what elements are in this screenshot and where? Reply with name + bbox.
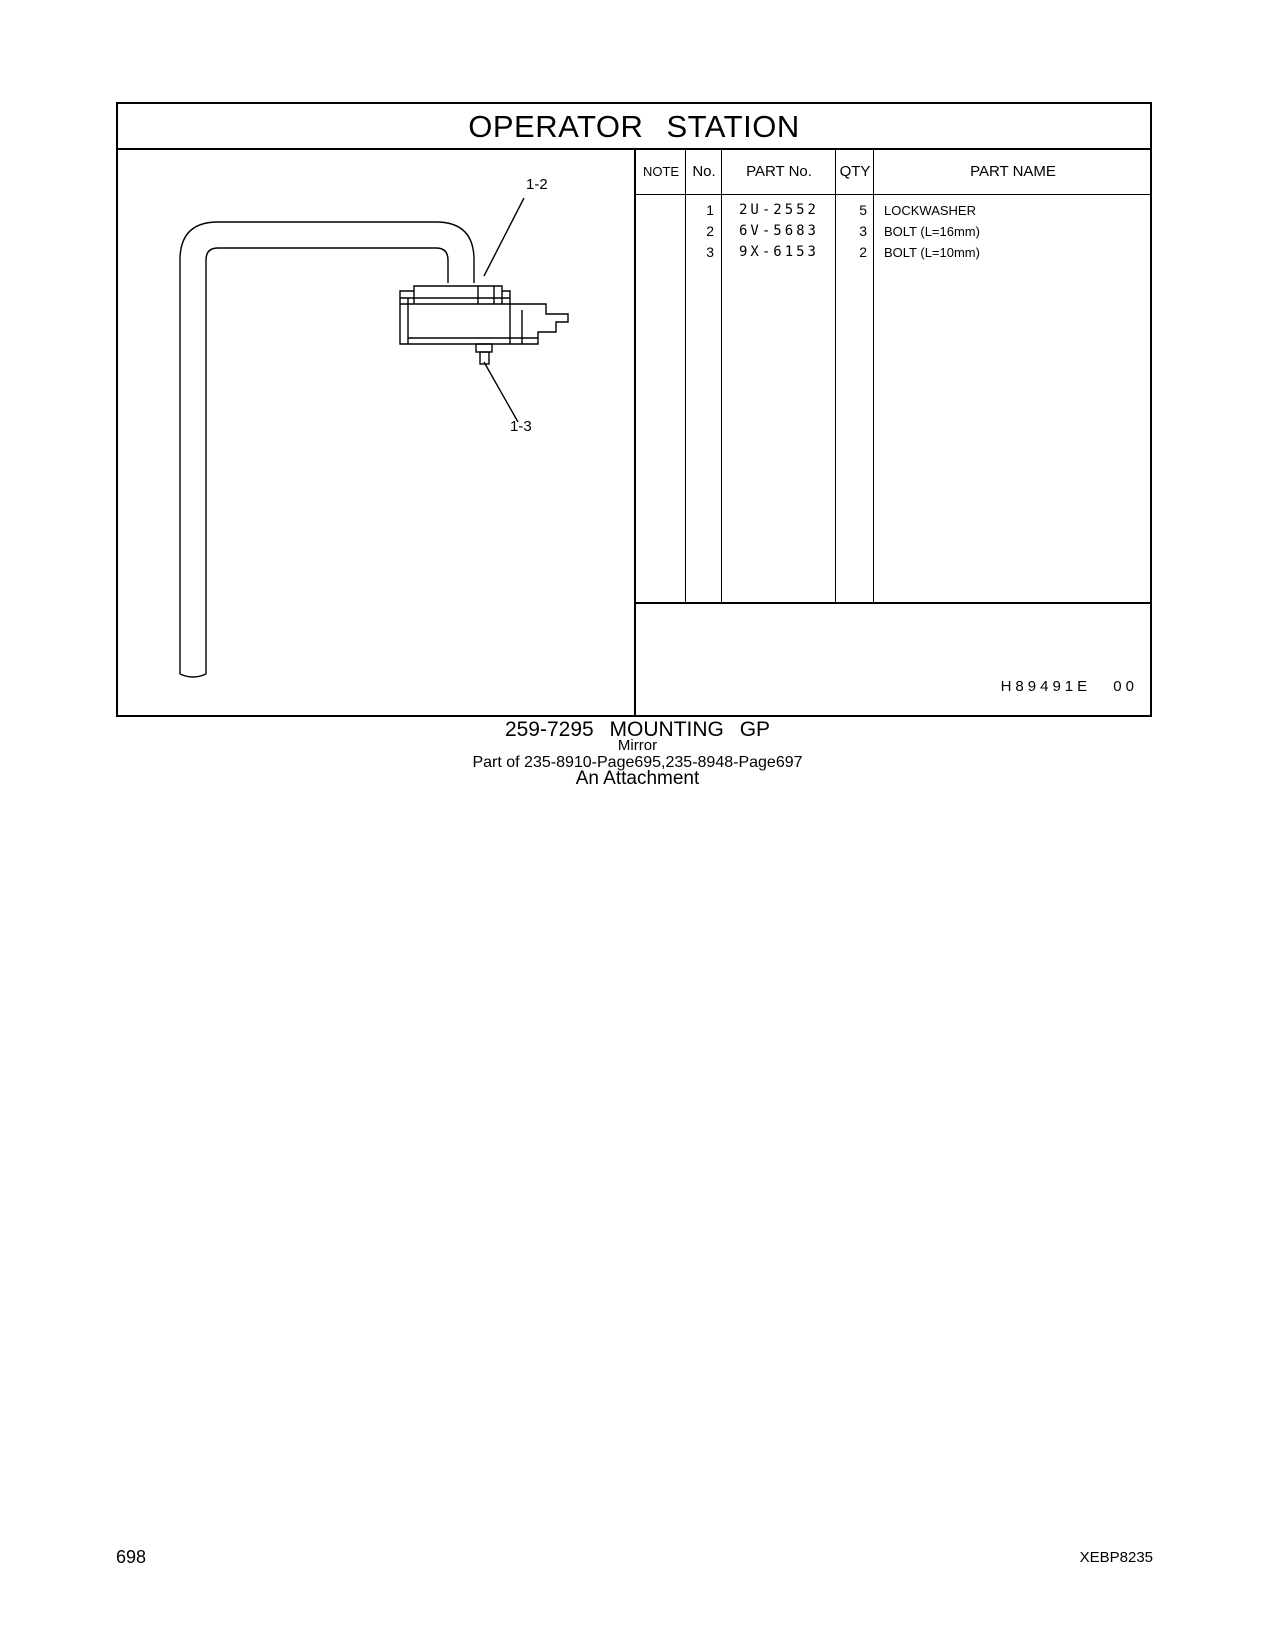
row-2-part-name: BOLT (L=16mm) <box>884 224 980 239</box>
row-1-part-name: LOCKWASHER <box>884 203 976 218</box>
parts-list-table <box>636 150 1152 717</box>
document-id: XEBP8235 <box>1079 1549 1153 1566</box>
row-3-part-no: 9X-6153 <box>738 244 819 260</box>
row-3-part-name: BOLT (L=10mm) <box>884 245 980 260</box>
row-3-qty: 2 <box>859 244 867 260</box>
parts-illustration <box>118 150 636 717</box>
section-title: OPERATOR STATION <box>118 104 1150 150</box>
page-number: 698 <box>116 1547 147 1567</box>
mirror-mounting-drawing <box>118 150 634 717</box>
group-subtitle: Mirror <box>617 737 658 754</box>
header-part-name: PART NAME <box>970 163 1056 180</box>
header-no: No. <box>692 163 716 180</box>
row-1-no: 1 <box>706 202 714 218</box>
callout-1-2: 1-2 <box>526 176 548 193</box>
row-2-qty: 3 <box>859 223 867 239</box>
header-note: NOTE <box>642 164 680 179</box>
header-qty: QTY <box>839 163 871 180</box>
parts-sheet <box>116 102 1152 717</box>
row-1-qty: 5 <box>859 202 867 218</box>
illustration-number: H89491E 00 <box>1000 678 1138 695</box>
group-title: 259-7295 MOUNTING GP <box>504 718 771 741</box>
row-1-note <box>636 200 685 221</box>
row-3-note <box>636 242 685 263</box>
row-2-note <box>636 221 685 242</box>
row-3-no: 3 <box>706 244 714 260</box>
row-2-part-no: 6V-5683 <box>738 223 819 239</box>
part-of-reference: Part of 235-8910-Page695,235-8948-Page697 <box>472 754 803 771</box>
attachment-label: An Attachment <box>575 768 700 789</box>
row-2-no: 2 <box>706 223 714 239</box>
row-1-part-no: 2U-2552 <box>738 202 819 218</box>
header-part-no: PART No. <box>746 163 812 180</box>
callout-1-3: 1-3 <box>510 418 532 435</box>
